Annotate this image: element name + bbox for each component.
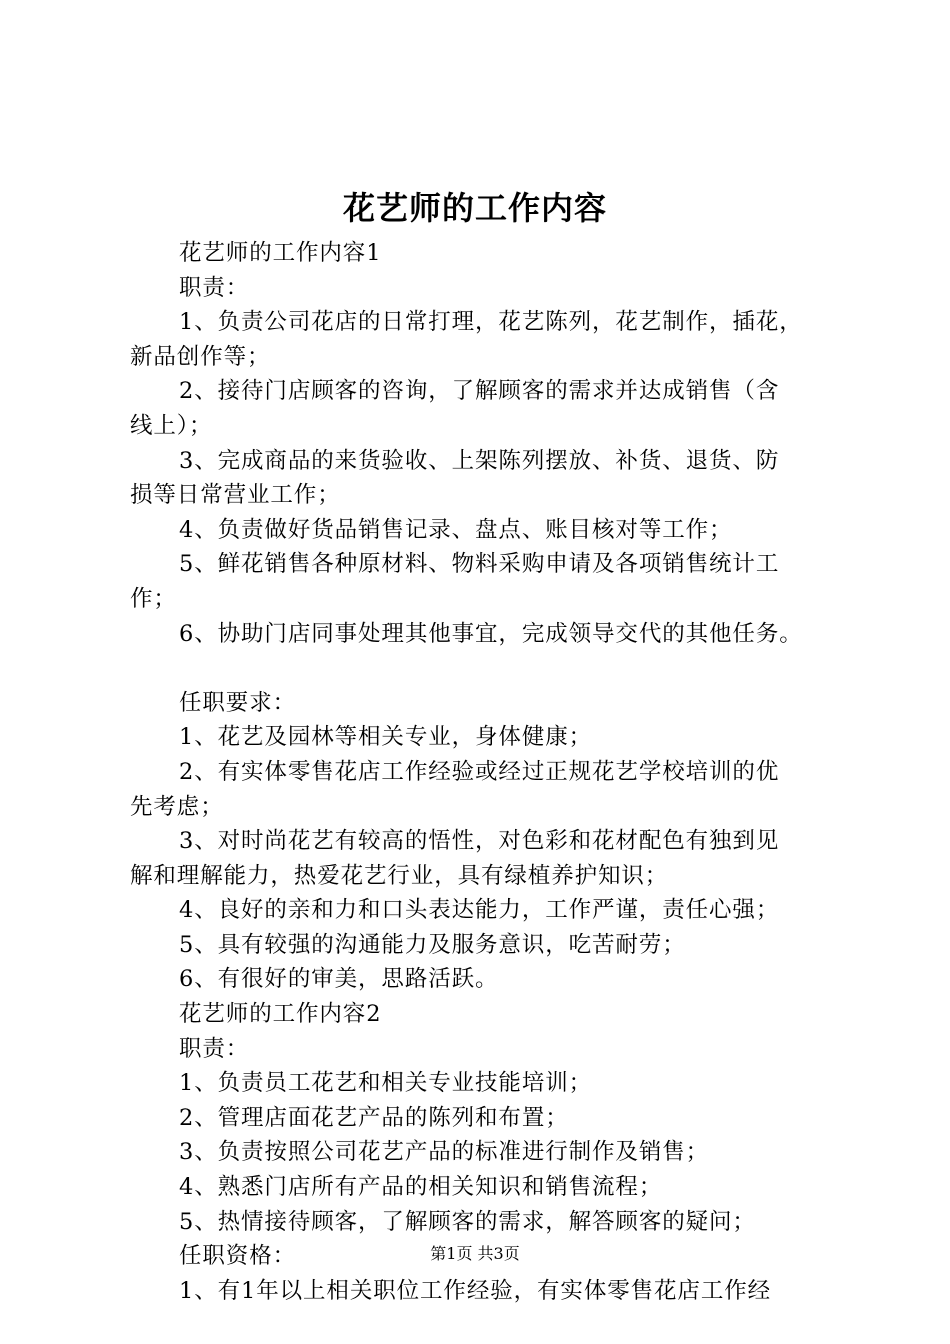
body-line: 任职资格： bbox=[179, 1243, 297, 1270]
body-line: 解和理解能力，热爱花艺行业，具有绿植养护知识； bbox=[130, 862, 669, 889]
body-line: 先考虑； bbox=[130, 793, 224, 820]
body-line: 新品创作等； bbox=[130, 343, 271, 370]
document-title: 花艺师的工作内容 bbox=[342, 189, 607, 227]
body-line: 2、管理店面花艺产品的陈列和布置； bbox=[179, 1104, 569, 1131]
blank-line bbox=[130, 651, 835, 686]
body-line: 作； bbox=[130, 585, 177, 612]
body-line: 1、负责公司花店的日常打理，花艺陈列，花艺制作，插花， bbox=[179, 309, 803, 336]
body-line: 线上）； bbox=[130, 412, 213, 439]
body-line: 4、熟悉门店所有产品的相关知识和销售流程； bbox=[179, 1174, 663, 1201]
body-line: 任职要求： bbox=[179, 689, 297, 716]
body-line: 2、接待门店顾客的咨询，了解顾客的需求并达成销售（含 bbox=[179, 378, 780, 405]
body-line: 职责： bbox=[179, 274, 250, 301]
page-footer: 第1页 共3页 bbox=[430, 1244, 520, 1263]
body-line: 3、对时尚花艺有较高的悟性，对色彩和花材配色有独到见 bbox=[179, 828, 780, 855]
body-line: 3、完成商品的来货验收、上架陈列摆放、补货、退货、防 bbox=[179, 447, 780, 474]
body-line: 职责： bbox=[179, 1035, 250, 1062]
body-line: 2、有实体零售花店工作经验或经过正规花艺学校培训的优 bbox=[179, 758, 780, 785]
body-line: 花艺师的工作内容1 bbox=[179, 240, 382, 266]
body-line: 5、鲜花销售各种原材料、物料采购申请及各项销售统计工 bbox=[179, 551, 780, 578]
body-line: 5、具有较强的沟通能力及服务意识，吃苦耐劳； bbox=[179, 931, 686, 958]
body-line: 6、有很好的审美，思路活跃。 bbox=[179, 966, 499, 993]
body-line: 4、负责做好货品销售记录、盘点、账目核对等工作； bbox=[179, 516, 733, 543]
body-line: 3、负责按照公司花艺产品的标准进行制作及销售； bbox=[179, 1139, 710, 1166]
body-line: 1、有1年以上相关职位工作经验，有实体零售花店工作经 bbox=[179, 1277, 772, 1304]
body-line: 6、协助门店同事处理其他事宜，完成领导交代的其他任务。 bbox=[179, 620, 803, 647]
body-line: 损等日常营业工作； bbox=[130, 482, 341, 509]
body-line: 花艺师的工作内容2 bbox=[179, 1001, 382, 1028]
body-line: 5、热情接待顾客，了解顾客的需求，解答顾客的疑问； bbox=[179, 1208, 756, 1235]
body-line: 1、负责员工花艺和相关专业技能培训； bbox=[179, 1070, 593, 1097]
document-body bbox=[130, 236, 835, 1308]
body-line: 1、花艺及园林等相关专业，身体健康； bbox=[179, 724, 593, 751]
body-line: 4、良好的亲和力和口头表达能力，工作严谨，责任心强； bbox=[179, 897, 780, 924]
